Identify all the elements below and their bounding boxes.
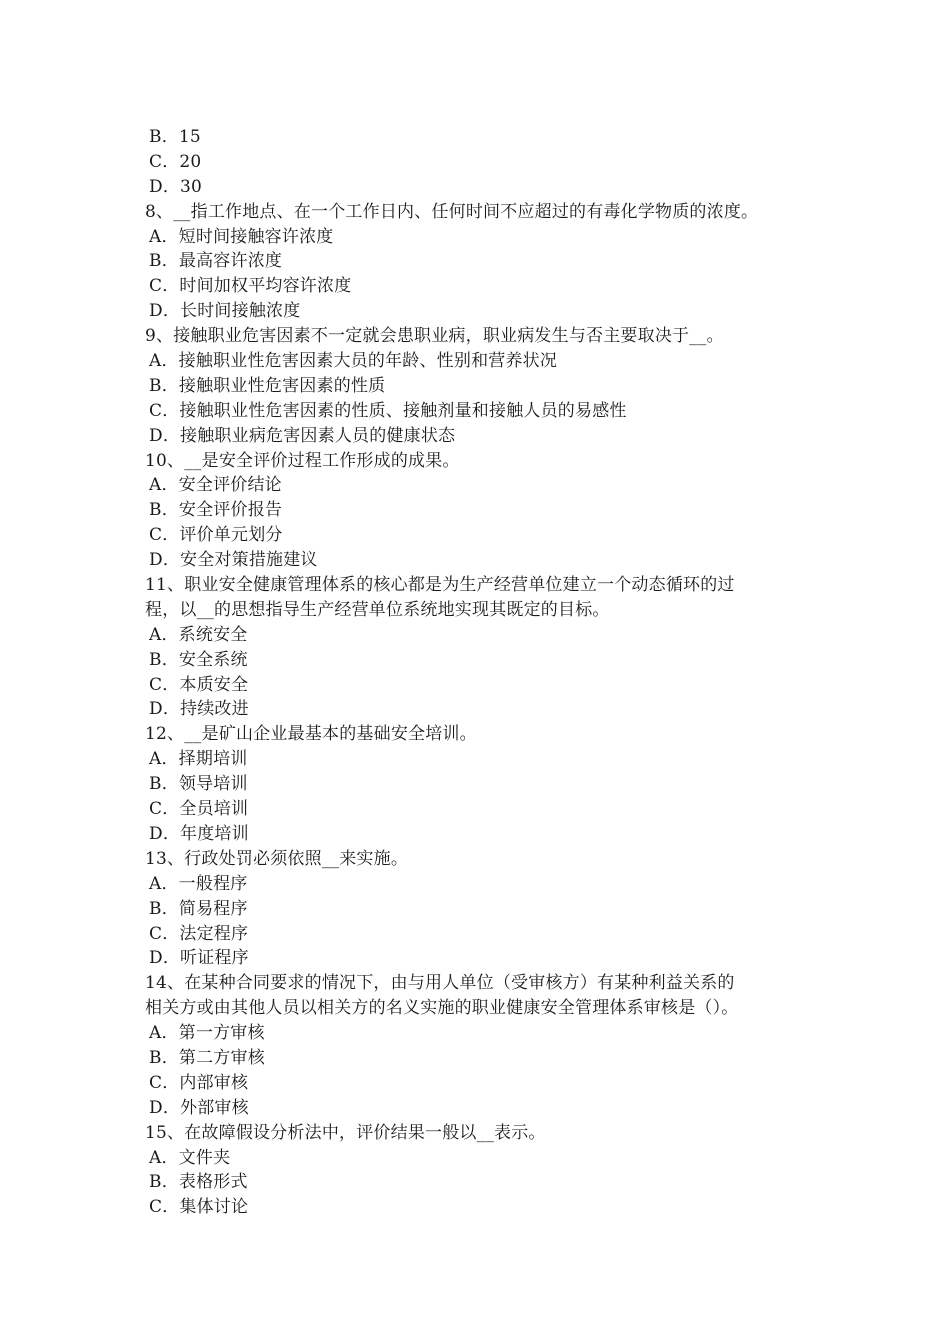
option-line: A．接触职业性危害因素大员的年龄、性别和营养状况: [149, 351, 558, 372]
question-line: 13、行政处罚必须依照__来实施。: [145, 848, 409, 869]
question-line: 11、职业安全健康管理体系的核心都是为生产经营单位建立一个动态循环的过: [145, 575, 735, 596]
option-line: B．接触职业性危害因素的性质: [149, 375, 386, 396]
question-line: 12、__是矿山企业最基本的基础安全培训。: [145, 724, 477, 745]
option-line: C．20: [149, 151, 202, 172]
option-line: D．外部审核: [149, 1097, 249, 1118]
option-line: A．一般程序: [149, 873, 248, 894]
option-line: A．择期培训: [149, 749, 248, 770]
option-line: A．文件夹: [149, 1147, 231, 1168]
question-line: 8、__指工作地点、在一个工作日内、任何时间不应超过的有毒化学物质的浓度。: [145, 201, 759, 222]
question-list: [145, 125, 815, 1220]
option-line: D．持续改进: [149, 699, 249, 720]
option-line: B．安全系统: [149, 649, 248, 670]
option-line: D．听证程序: [149, 948, 249, 969]
question-line: 15、在故障假设分析法中，评价结果一般以__表示。: [145, 1122, 546, 1143]
option-line: C．时间加权平均容许浓度: [149, 276, 352, 297]
option-line: C．接触职业性危害因素的性质、接触剂量和接触人员的易感性: [149, 400, 627, 421]
option-line: C．本质安全: [149, 674, 249, 695]
option-line: B．简易程序: [149, 898, 248, 919]
option-line: D．年度培训: [149, 823, 249, 844]
document-page: [145, 125, 815, 1220]
option-line: B．最高容许浓度: [149, 251, 283, 272]
option-line: D．长时间接触浓度: [149, 301, 301, 322]
option-line: D．安全对策措施建议: [149, 550, 318, 571]
option-line: A．短时间接触容许浓度: [149, 226, 334, 247]
question-line: 10、__是安全评价过程工作形成的成果。: [145, 450, 460, 471]
option-line: C．全员培训: [149, 799, 249, 820]
question-continuation-line: 程，以__的思想指导生产经营单位系统地实现其既定的目标。: [145, 599, 610, 620]
option-line: D．30: [149, 176, 203, 197]
option-line: A．安全评价结论: [149, 475, 282, 496]
option-line: D．接触职业病危害因素人员的健康状态: [149, 425, 456, 446]
option-line: B．15: [149, 127, 201, 147]
question-line: 9、接触职业危害因素不一定就会患职业病，职业病发生与否主要取决于__。: [145, 326, 724, 347]
question-line: 14、在某种合同要求的情况下，由与用人单位（受审核方）有某种利益关系的: [145, 973, 735, 994]
option-line: B．安全评价报告: [149, 500, 283, 521]
option-line: C．集体讨论: [149, 1197, 249, 1218]
question-continuation-line: 相关方或由其他人员以相关方的名义实施的职业健康安全管理体系审核是（）。: [145, 998, 739, 1019]
option-line: C．法定程序: [149, 923, 249, 944]
option-line: A．系统安全: [149, 624, 248, 645]
option-line: B．第二方审核: [149, 1047, 265, 1068]
option-line: B．领导培训: [149, 774, 248, 795]
option-line: C．内部审核: [149, 1072, 249, 1093]
option-line: A．第一方审核: [149, 1023, 265, 1044]
option-line: C．评价单元划分: [149, 525, 283, 546]
option-line: B．表格形式: [149, 1172, 248, 1193]
